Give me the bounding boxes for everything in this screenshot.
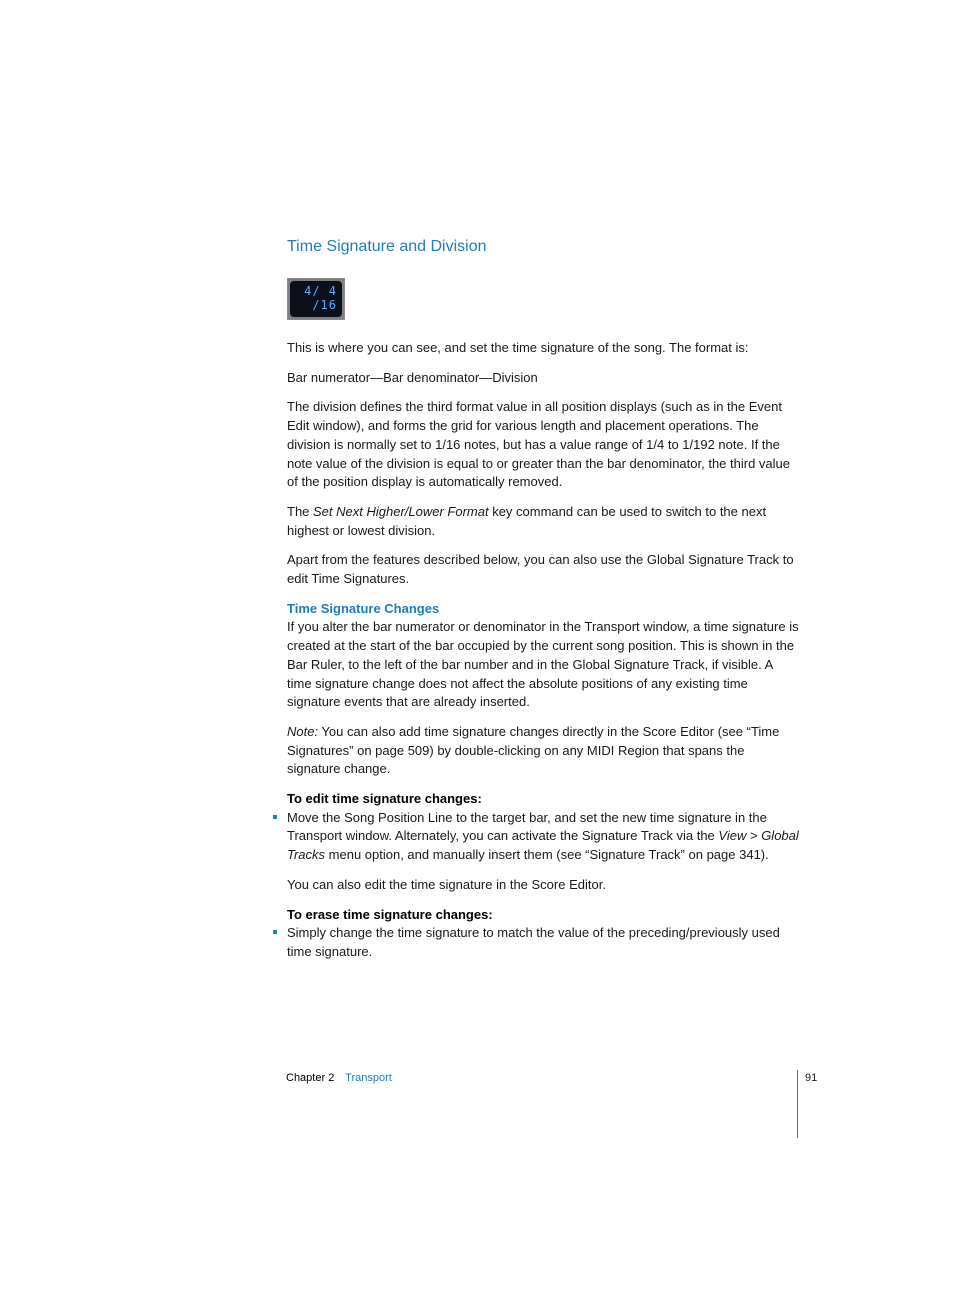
format-paragraph: Bar numerator—Bar denominator—Division bbox=[287, 369, 538, 385]
edit-task-list bbox=[287, 809, 799, 865]
changes-paragraph: If you alter the bar numerator or denominator in the Transport window, a time signature is created at the start of the bar occupied by the current song position. This is shown in the Bar Ruler, to the left of the bar number and in the Global Signature Track, if visible. A time signature change does not affect the absolute positions of any existing time signature events that are already inserted. bbox=[287, 619, 799, 710]
view-menu-name: View bbox=[718, 828, 747, 844]
erase-task-title: To erase time signature changes: bbox=[287, 906, 493, 922]
edit-bullet-text-c: menu option, and manually insert them (see “Signature Track” on page 341). bbox=[325, 847, 769, 863]
chapter-label: Chapter 2 bbox=[286, 1072, 335, 1084]
time-signature-display-screen bbox=[290, 281, 342, 317]
chapter-title: Transport bbox=[345, 1072, 392, 1084]
key-command-text-a: The bbox=[287, 503, 314, 519]
key-command-name: Set Next Higher/Lower Format bbox=[313, 503, 489, 519]
division-paragraph: The division defines the third format value in all position displays (such as in the Event Edit window), and forms the grid for various length and placement operations. The division is normally set to 1/16 notes, but has a value range of 1/4 to 1/192 note. If the note value of the division is equal to or greater than the bar denominator, the third value of the position display is automatically removed. bbox=[287, 399, 790, 490]
edit-bullet-text-a: Move the Song Position Line to the target bar, and set the new time signature in the Transport window. Alternately, you can activate the Signature Track via the bbox=[287, 809, 767, 844]
section-title: Time Signature and Division bbox=[287, 238, 487, 255]
erase-bullet-text: Simply change the time signature to match the value of the preceding/previously used time signature. bbox=[287, 925, 780, 959]
bullet-icon bbox=[273, 815, 277, 819]
time-signature-display bbox=[287, 278, 345, 320]
division-value: /16 bbox=[312, 298, 337, 312]
edit-followup-paragraph: You can also edit the time signature in the Score Editor. bbox=[287, 876, 606, 892]
global-tracks-menu-name: Global Tracks bbox=[287, 828, 799, 863]
note-text: You can also add time signature changes directly in the Score Editor (see “Time Signatures” on page 509) by double-clicking on any MIDI Region that spans the signature change. bbox=[287, 723, 780, 777]
edit-bullet-text-b: > bbox=[746, 828, 762, 844]
list-item bbox=[287, 924, 799, 961]
erase-task-list bbox=[287, 924, 799, 961]
subsection-title: Time Signature Changes bbox=[287, 600, 440, 616]
bullet-icon bbox=[273, 930, 277, 934]
time-signature-value: 4/ 4 bbox=[304, 284, 337, 298]
list-item bbox=[287, 809, 799, 865]
note-label: Note: bbox=[287, 723, 319, 739]
page-footer bbox=[286, 1070, 392, 1086]
key-command-text-b: key command can be used to switch to the next highest or lowest division. bbox=[287, 503, 767, 538]
page-content bbox=[287, 236, 799, 973]
page-number: 91 bbox=[805, 1072, 818, 1084]
note-paragraph bbox=[287, 723, 799, 779]
intro-paragraph: This is where you can see, and set the time signature of the song. The format is: bbox=[287, 340, 749, 355]
global-track-paragraph: Apart from the features described below, you can also use the Global Signature Track to edit Time Signatures. bbox=[287, 552, 794, 587]
key-command-paragraph bbox=[287, 503, 799, 540]
footer-divider bbox=[797, 1070, 798, 1138]
edit-task-title: To edit time signature changes: bbox=[287, 791, 482, 807]
